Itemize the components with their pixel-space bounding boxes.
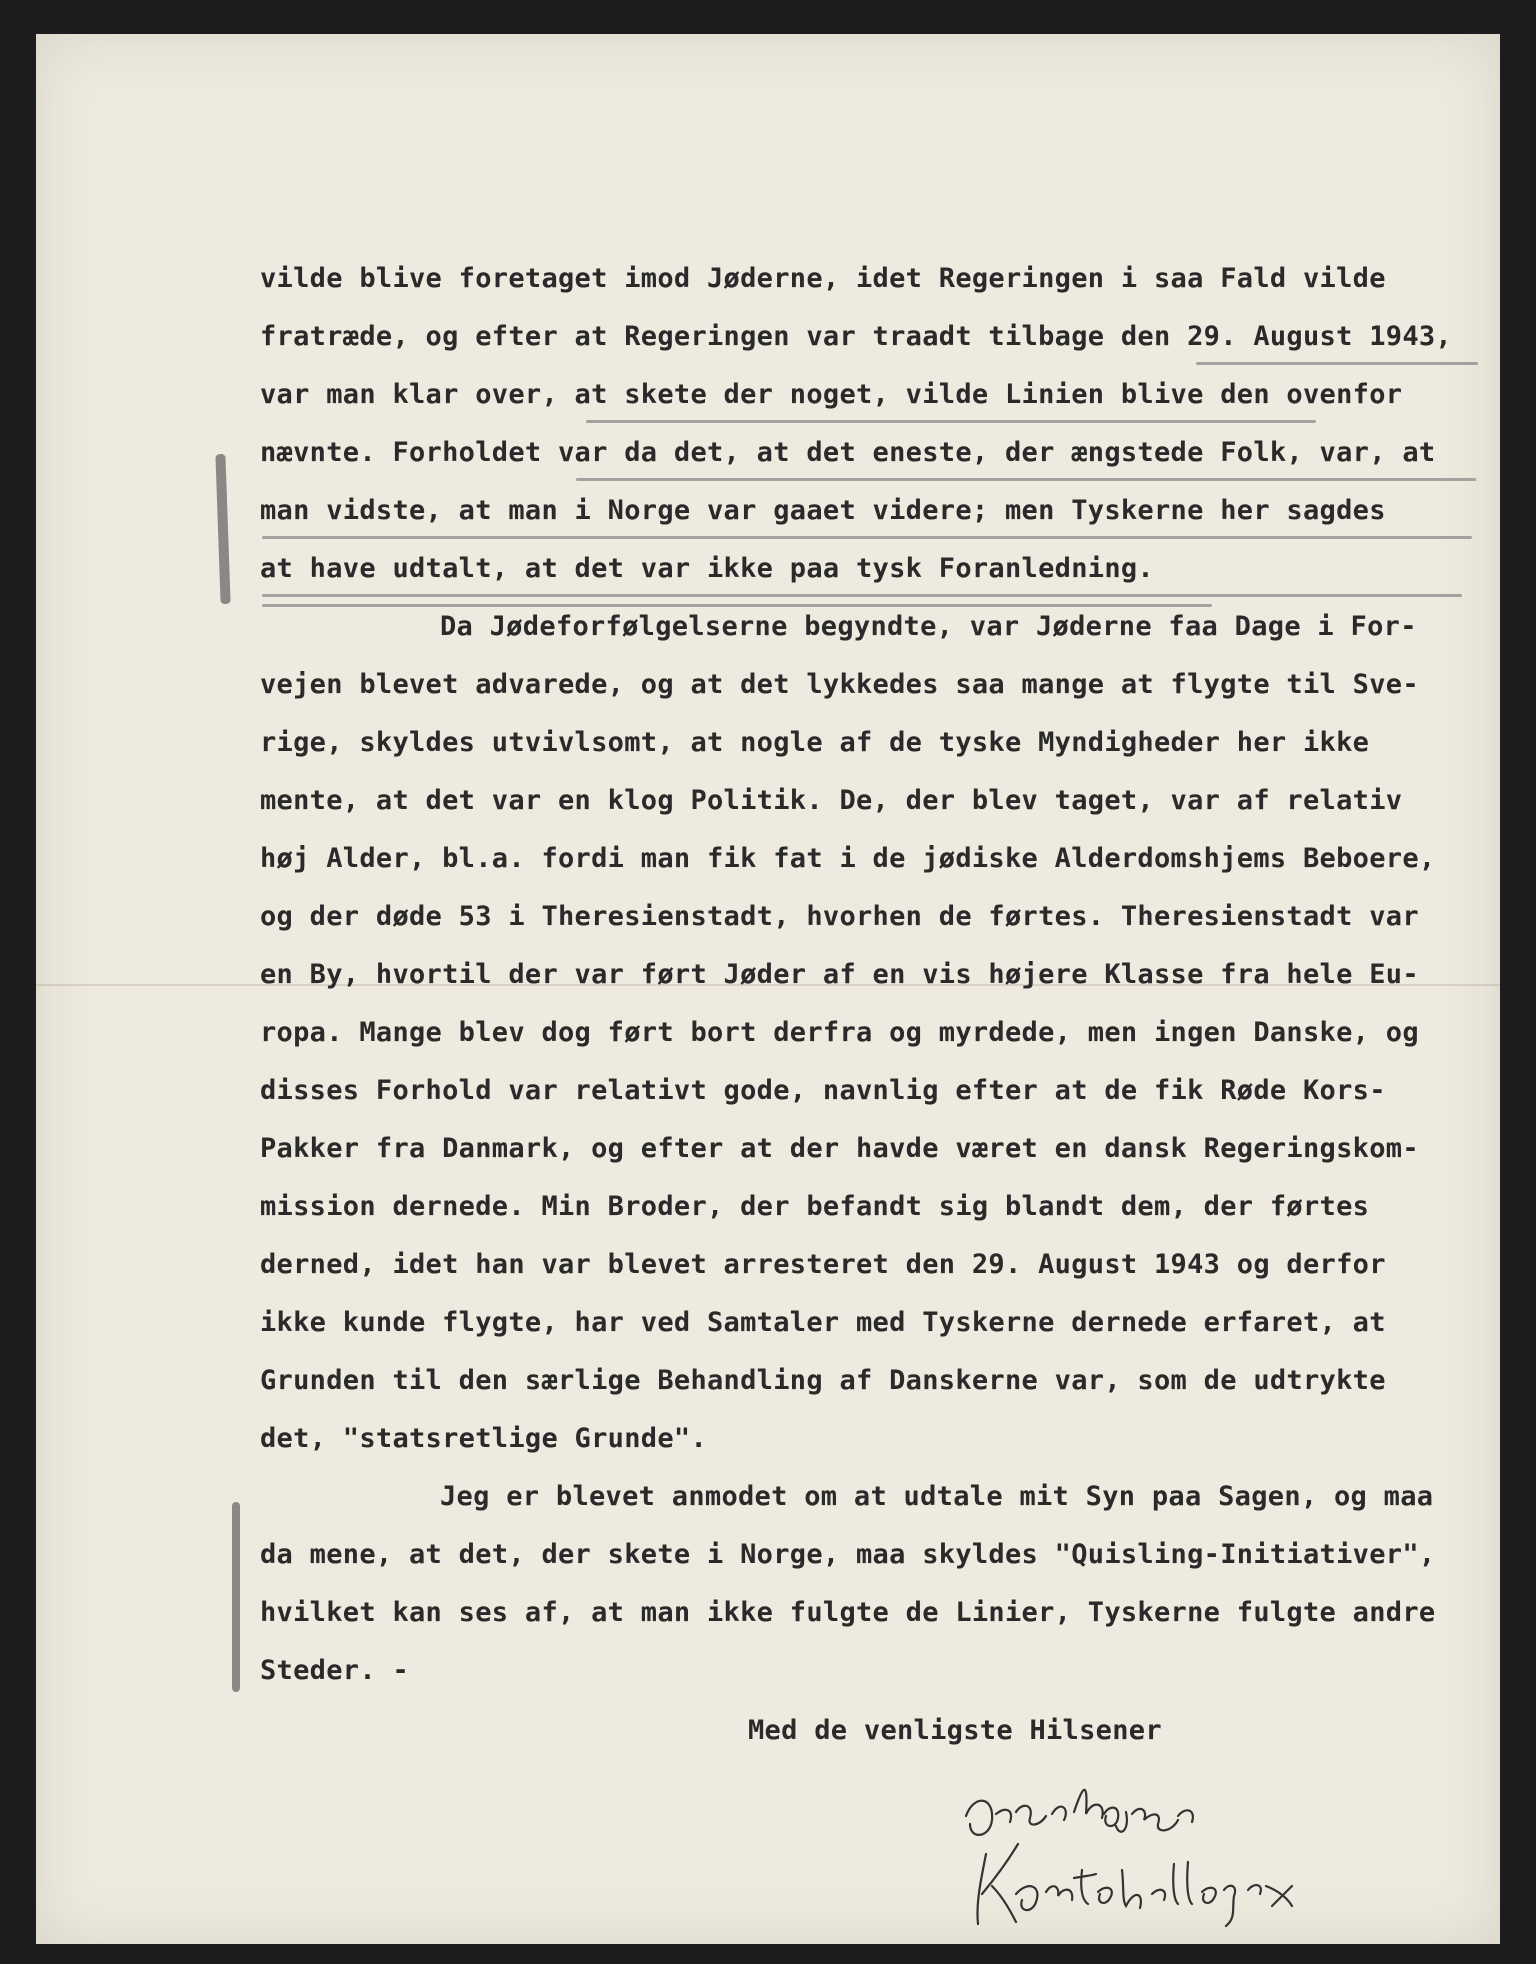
text-line: var man klar over, at skete der noget, vilde Linien blive den ovenfor [260,379,1403,410]
document-page [36,34,1500,1944]
text-line: ropa. Mange blev dog ført bort derfra og myrdede, men ingen Danske, og [260,1017,1419,1048]
text-line: Pakker fra Danmark, og efter at der havde været en dansk Regeringskom- [260,1133,1419,1164]
text-line: ikke kunde flygte, har ved Samtaler med Tyskerne dernede erfaret, at [260,1307,1386,1338]
pencil-underline [262,604,1212,607]
text-line: derned, idet han var blevet arresteret den 29. August 1943 og derfor [260,1249,1386,1280]
pencil-underline [576,478,1476,481]
text-line: Grunden til den særlige Behandling af Danskerne var, som de udtrykte [260,1365,1386,1396]
text-line: disses Forhold var relativt gode, navnlig efter at de fik Røde Kors- [260,1075,1386,1106]
text-line: at have udtalt, at det var ikke paa tysk Foranledning. [260,553,1154,584]
text-line: vilde blive foretaget imod Jøderne, idet Regeringen i saa Fald vilde [260,263,1386,294]
text-line: vejen blevet advarede, og at det lykkedes saa mange at flygte til Sve- [260,669,1419,700]
pencil-underline [262,594,1462,597]
pencil-underline [262,536,1472,539]
text-line: mente, at det var en klog Politik. De, der blev taget, var af relativ [260,785,1403,816]
text-line: hvilket kan ses af, at man ikke fulgte de Linier, Tyskerne fulgte andre [260,1597,1436,1628]
text-line: rige, skyldes utvivlsomt, at nogle af de tyske Myndigheder her ikke [260,727,1370,758]
pencil-underline [1196,362,1478,365]
text-line: man vidste, at man i Norge var gaaet videre; men Tyskerne her sagdes [260,495,1386,526]
handwritten-signature [956,1774,1376,1944]
closing-salutation: Med de venligste Hilsener [748,1715,1162,1746]
text-line: og der døde 53 i Theresienstadt, hvorhen de førtes. Theresienstadt var [260,901,1419,932]
text-line: fratræde, og efter at Regeringen var traadt tilbage den 29. August 1943, [260,321,1452,352]
margin-mark [232,1502,240,1692]
margin-mark [215,454,230,604]
text-line-indented: Jeg er blevet anmodet om at udtale mit Syn paa Sagen, og maa [440,1481,1434,1512]
pencil-underline [586,420,1316,423]
text-line: Steder. - [260,1655,409,1686]
text-line-indented: Da Jødeforfølgelserne begyndte, var Jøderne faa Dage i For- [440,611,1417,642]
text-line: en By, hvortil der var ført Jøder af en vis højere Klasse fra hele Eu- [260,959,1419,990]
text-line: mission dernede. Min Broder, der befandt sig blandt dem, der førtes [260,1191,1370,1222]
text-line: det, "statsretlige Grunde". [260,1423,707,1454]
text-line: da mene, at det, der skete i Norge, maa skyldes "Quisling-Initiativer", [260,1539,1436,1570]
text-line: høj Alder, bl.a. fordi man fik fat i de jødiske Alderdomshjems Beboere, [260,843,1436,874]
text-line: nævnte. Forholdet var da det, at det eneste, der ængstede Folk, var, at [260,437,1436,468]
